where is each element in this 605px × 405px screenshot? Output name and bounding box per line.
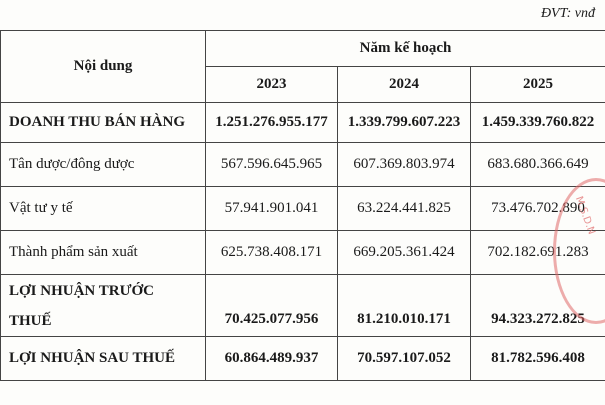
row-label-line1: LỢI NHUẬN TRƯỚC: [9, 282, 155, 299]
cell-value: 70.425.077.956: [206, 275, 338, 337]
stamp-text: M.S.D.N: [573, 194, 598, 237]
header-row: [1, 31, 605, 67]
table-row: [1, 187, 605, 231]
cell-value: 702.182.691.283: [471, 231, 605, 275]
cell-value: 1.459.339.760.822: [471, 103, 605, 143]
row-label: DOANH THU BÁN HÀNG: [1, 103, 206, 143]
row-label-line2: THUẾ: [9, 312, 52, 329]
cell-value: 70.597.107.052: [338, 337, 471, 381]
content-header: Nội dung: [1, 31, 206, 103]
cell-value: 683.680.366.649: [471, 143, 605, 187]
plan-year-header: Năm kế hoạch: [206, 31, 605, 67]
cell-value: 1.339.799.607.223: [338, 103, 471, 143]
cell-value: 94.323.272.825: [471, 275, 605, 337]
row-label: [1, 275, 206, 337]
plan-table: [0, 30, 605, 381]
row-label: LỢI NHUẬN SAU THUẾ: [1, 337, 206, 381]
year-2024-header: 2024: [338, 67, 471, 103]
table-row: [1, 337, 605, 381]
cell-value: 607.369.803.974: [338, 143, 471, 187]
cell-value: 1.251.276.955.177: [206, 103, 338, 143]
cell-value: 57.941.901.041: [206, 187, 338, 231]
cell-value: 73.476.702.890: [471, 187, 605, 231]
cell-value: 625.738.408.171: [206, 231, 338, 275]
cell-value: 60.864.489.937: [206, 337, 338, 381]
year-2025-header: 2025: [471, 67, 605, 103]
cell-value: 63.224.441.825: [338, 187, 471, 231]
unit-label: ĐVT: vnđ: [540, 6, 595, 21]
table-row: [1, 103, 605, 143]
cell-value: 669.205.361.424: [338, 231, 471, 275]
cell-value: 81.782.596.408: [471, 337, 605, 381]
cell-value: 567.596.645.965: [206, 143, 338, 187]
year-2023-header: 2023: [206, 67, 338, 103]
row-label: Tân dược/đông dược: [1, 143, 206, 187]
table-row: [1, 231, 605, 275]
table-row: [1, 275, 605, 337]
row-label: Vật tư y tế: [1, 187, 206, 231]
cell-value: 81.210.010.171: [338, 275, 471, 337]
table-row: [1, 143, 605, 187]
row-label: Thành phẩm sản xuất: [1, 231, 206, 275]
